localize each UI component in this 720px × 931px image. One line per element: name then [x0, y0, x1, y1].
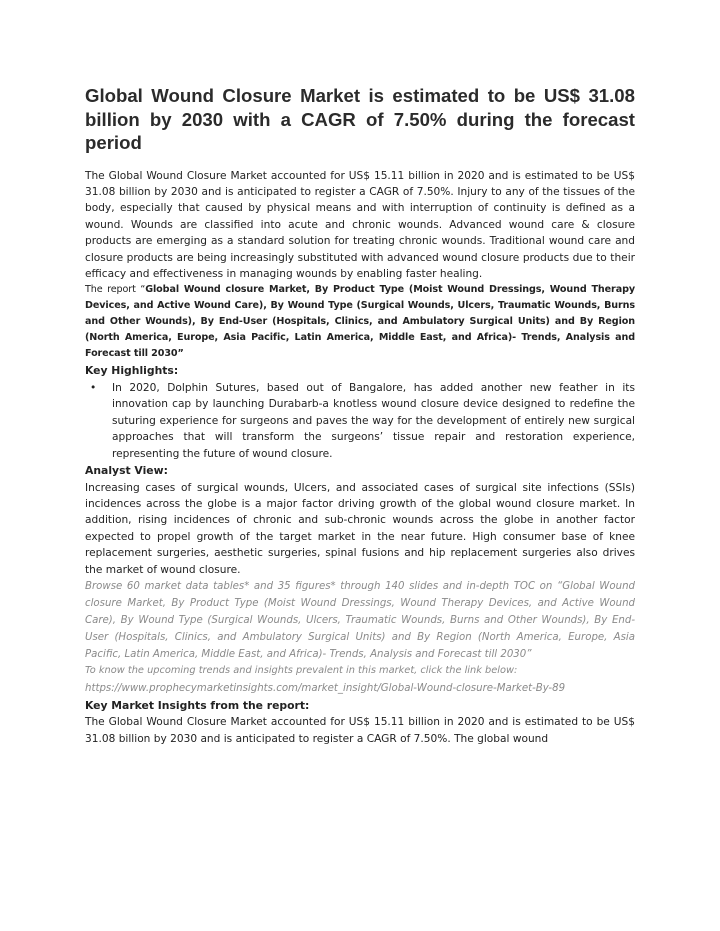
- report-paragraph: [85, 282, 635, 362]
- key-insights-heading: Key Market Insights from the report:: [85, 698, 310, 712]
- browse-paragraph: Browse 60 market data tables* and 35 figures* through 140 slides and in-depth TOC on “Global Wound closure Market, By Product Type (Moist Wound Dressings, Wound Therapy Devices, and Active Wound Care), By Wound Type (Surgical Wounds, Ulcers, Traumatic Wounds, Burns and Other Wounds), By End-User (Hospitals, Clinics, and Ambulatory Surgical Units) and By Region (North America, Europe, Asia Pacific, Latin America, Middle East, and Africa)- Trends, Analysis and Forecast till 2030”: [85, 581, 635, 660]
- list-item: [90, 380, 635, 462]
- document-body: [85, 84, 635, 747]
- page-title: Global Wound Closure Market is estimated to be US$ 31.08 billion by 2030 with a CAGR of 7.50% during the forecast period: [85, 85, 635, 153]
- key-insights-paragraph: The Global Wound Closure Market accounted for US$ 15.11 billion in 2020 and is estimated to be US$ 31.08 billion by 2030 and is anticipated to register a CAGR of 7.50%. The global wound: [85, 716, 635, 745]
- analyst-view-heading: Analyst View:: [85, 463, 168, 477]
- intro-paragraph: The Global Wound Closure Market accounted for US$ 15.11 billion in 2020 and is estimated to be US$ 31.08 billion by 2030 and is anticipated to register a CAGR of 7.50%. Injury to any of the tissues of the body, especially that caused by physical means and with interruption of continuity is defined as a wound. Wounds are classified into acute and chronic wounds. Advanced wound care & closure products are emerging as a standard solution for treating chronic wounds. Traditional wound care and closure products are being increasingly substituted with advanced wound closure products due to their efficacy and effectiveness in managing wounds by enabling faster healing.: [85, 169, 635, 280]
- report-title: Global Wound closure Market, By Product Type (Moist Wound Dressings, Wound Therapy Devices, and Active Wound Care), By Wound Type (Surgical Wounds, Ulcers, Traumatic Wounds, Burns and Other Wounds), By End-User (Hospitals, Clinics, and Ambulatory Surgical Units) and By Region (North America, Europe, Asia Pacific, Latin America, Middle East, and Africa)- Trends, Analysis and Forecast till 2030”: [85, 284, 635, 360]
- list-item-text: In 2020, Dolphin Sutures, based out of Bangalore, has added another new feather in its innovation cap by launching Durabarb-a knotless wound closure device designed to redefine the suturing experience for surgeons and paves the way for the development of entirely new surgical approaches that will transform the surgeons’ tissue repair and restoration experience, representing the future of wound closure.: [112, 381, 635, 460]
- link-prompt: To know the upcoming trends and insights prevalent in this market, click the link below:: [85, 665, 518, 676]
- bullet-icon: •: [90, 381, 97, 394]
- key-highlights-list: [85, 380, 635, 462]
- analyst-view-paragraph: Increasing cases of surgical wounds, Ulcers, and associated cases of surgical site infections (SSIs) incidences across the globe is a major factor driving growth of the global wound closure market. In addition, rising incidences of chronic and sub-chronic wounds across the globe in another factor expected to propel growth of the target market in the near future. High consumer base of knee replacement surgeries, aesthetic surgeries, spinal fusions and hip replacement surgeries also drives the market of wound closure.: [85, 481, 635, 576]
- key-highlights-heading: Key Highlights:: [85, 364, 179, 378]
- report-link[interactable]: https://www.prophecymarketinsights.com/market_insight/Global-Wound-closure-Market-By-89: [85, 682, 566, 694]
- report-prefix: The report “: [85, 284, 146, 296]
